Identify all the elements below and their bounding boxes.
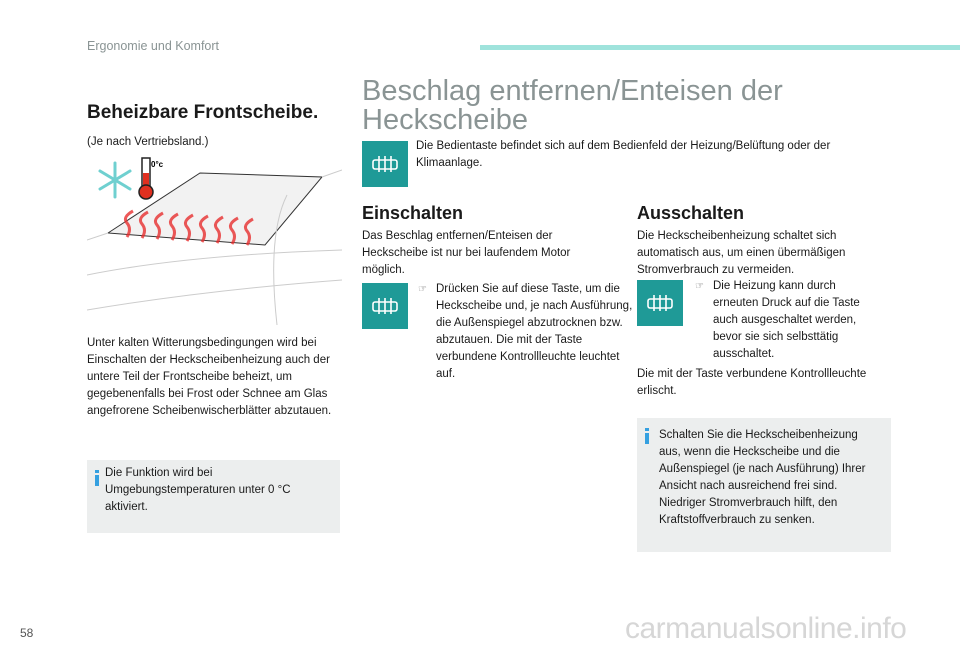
subtitle: (Je nach Vertriebsland.) [87,136,209,148]
info-icon [95,470,99,486]
watermark: carmanualsonline.info [625,612,907,645]
title-heated-windscreen: Beheizbare Frontscheibe. [87,102,319,123]
info-icon [645,428,649,444]
note-text: Schalten Sie die Heckscheibenheizung aus, wenn die Heckscheibe und die Außenspiegel (je nach Ausführung) Ihrer Ansicht nach ausreichend frei sind. Niedriger Stromverbrauch hilft, den Kraftstoffverbrauch zu senken. [659,429,866,526]
step-ausschalten [695,278,883,363]
title-rear-demist: Beschlag entfernen/Enteisen der Heckscheibe [362,75,783,136]
windscreen-illustration [87,155,342,330]
pointing-hand-icon: ☞ [695,281,704,292]
rear-demist-button-icon [362,283,408,329]
step-text: Die Heizung kann durch erneuten Druck auf die Taste auch ausgeschaltet werden, bevor sie sich selbsttätig ausschaltet. [713,280,860,360]
body-ausschalten: Die Heckscheibenheizung schaltet sich automatisch aus, um einen übermäßigen Stromverbrauch zu vermeiden. [637,230,846,276]
rear-demist-button-icon [362,141,408,187]
step-einschalten [418,281,636,383]
header-bar [480,45,960,50]
info-note [637,418,891,552]
intro-text: Die Bedientaste befindet sich auf dem Bedienfeld der Heizung/Belüftung oder der Klimaanlage. [416,140,831,169]
page-number: 58 [20,626,34,640]
step-text: Drücken Sie auf diese Taste, um die Heckscheibe und, je nach Ausführung, die Außenspiegel abzutrocknen bzw. abzutauen. Die mit der Taste verbundene Kontrollleuchte leuchtet auf. [436,283,633,380]
heading-ausschalten: Ausschalten [637,203,745,223]
note-text: Die Funktion wird bei Umgebungstemperaturen unter 0 °C aktiviert. [105,467,291,513]
pointing-hand-icon: ☞ [418,284,427,295]
heading-einschalten: Einschalten [362,203,464,223]
after-text: Die mit der Taste verbundene Kontrollleuchte erlischt. [637,368,867,397]
snowflake-icon [100,163,130,197]
rear-demist-button-icon [637,280,683,326]
section-header: Ergonomie und Komfort [87,39,220,53]
temp-label: 0°c [151,160,164,169]
body-heated-windscreen: Unter kalten Witterungsbedingungen wird bei Einschalten der Heckscheibenheizung auch der untere Teil der Frontscheibe beheizt, um gegebenenfalls bei Frost oder Schnee am Glas angefrorene Scheibenwischerblätter abzutauen. [87,337,332,417]
info-note [87,460,340,533]
body-einschalten: Das Beschlag entfernen/Enteisen der Heckscheibe ist nur bei laufendem Motor möglich. [362,230,571,276]
